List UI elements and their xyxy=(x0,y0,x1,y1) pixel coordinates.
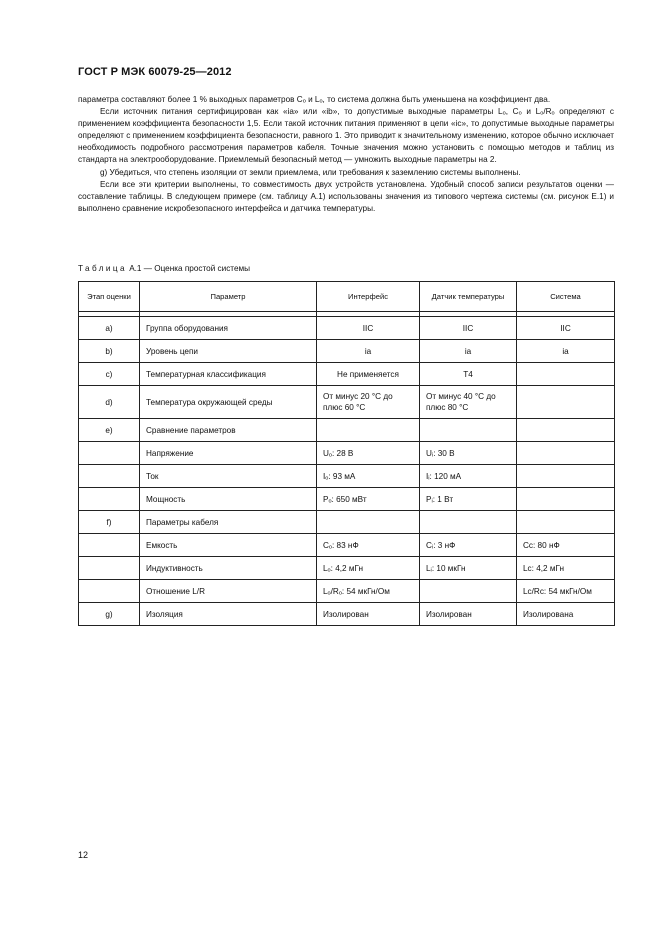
table-cell: Сравнение параметров xyxy=(140,419,317,442)
table-body xyxy=(79,317,615,626)
table-cell xyxy=(517,386,615,419)
table-cell: Температура окружающей среды xyxy=(140,386,317,419)
table-row xyxy=(79,465,615,488)
table-cell xyxy=(79,534,140,557)
table-cell: d) xyxy=(79,386,140,419)
table-cell xyxy=(79,488,140,511)
table-cell: Не применяется xyxy=(317,363,420,386)
table-cell: Lₒ: 4,2 мГн xyxy=(317,557,420,580)
table-cell: Lᵢ: 10 мкГн xyxy=(420,557,517,580)
table-row xyxy=(79,603,615,626)
table-cell: Изолирован xyxy=(420,603,517,626)
table-cell xyxy=(79,442,140,465)
table-cell: Параметры кабеля xyxy=(140,511,317,534)
table-header-row xyxy=(79,282,615,312)
table-cell: ia xyxy=(517,340,615,363)
table-cell: Группа оборудования xyxy=(140,317,317,340)
table-row xyxy=(79,511,615,534)
table-cell: От минус 20 °С до плюс 60 °С xyxy=(317,386,420,419)
table-cell xyxy=(79,580,140,603)
table-cell: Iₒ: 93 мА xyxy=(317,465,420,488)
table-row xyxy=(79,386,615,419)
table-cell: Pₒ: 650 мВт xyxy=(317,488,420,511)
table-cell: Изолирована xyxy=(517,603,615,626)
table-cell: Lc: 4,2 мГн xyxy=(517,557,615,580)
table-cell xyxy=(317,511,420,534)
table-cell xyxy=(420,419,517,442)
col-header-sensor: Датчик температуры xyxy=(420,282,517,312)
table-cell: T4 xyxy=(420,363,517,386)
table-cell: Uᵢ: 30 В xyxy=(420,442,517,465)
table-cell: g) xyxy=(79,603,140,626)
paragraph-1: параметра составляют более 1 % выходных параметров Cₒ и Lₒ, то система должна быть уменьшена на коэффициент два. xyxy=(78,95,551,104)
table-cell: Емкость xyxy=(140,534,317,557)
table-cell xyxy=(517,442,615,465)
table-cell: Cₒ: 83 нФ xyxy=(317,534,420,557)
table-caption-label: Таблица xyxy=(78,264,127,273)
table-cell: Мощность xyxy=(140,488,317,511)
table-cell xyxy=(420,511,517,534)
table-cell xyxy=(517,488,615,511)
table-cell: IIC xyxy=(317,317,420,340)
table-row xyxy=(79,557,615,580)
table-caption-title: А.1 — Оценка простой системы xyxy=(129,264,251,273)
table-cell: b) xyxy=(79,340,140,363)
table-cell: a) xyxy=(79,317,140,340)
table-cell: Напряжение xyxy=(140,442,317,465)
table-row xyxy=(79,442,615,465)
document-header: ГОСТ Р МЭК 60079-25—2012 xyxy=(78,66,232,78)
body-text xyxy=(78,94,614,215)
col-header-parameter: Параметр xyxy=(140,282,317,312)
table-cell xyxy=(79,465,140,488)
table-cell: Uₒ: 28 В xyxy=(317,442,420,465)
table-cell: Температурная классификация xyxy=(140,363,317,386)
assessment-table xyxy=(78,281,615,626)
col-header-stage: Этап оценки xyxy=(79,282,140,312)
table-cell xyxy=(79,557,140,580)
table-cell: IIC xyxy=(420,317,517,340)
table-cell: Уровень цепи xyxy=(140,340,317,363)
table-row xyxy=(79,488,615,511)
table-cell: Индуктивность xyxy=(140,557,317,580)
table-cell: Отношение L/R xyxy=(140,580,317,603)
col-header-system: Система xyxy=(517,282,615,312)
table-cell xyxy=(517,511,615,534)
table-cell: От минус 40 °С до плюс 80 °С xyxy=(420,386,517,419)
table-cell: e) xyxy=(79,419,140,442)
paragraph-4: Если все эти критерии выполнены, то совместимость двух устройств установлена. Удобный способ записи результатов оценки — составление таблицы. В следующем примере (см. таблицу А.1) использованы значения из типового чертежа системы (см. рисунок Е.1) и выполнено сравнение искробезопасного интерфейса и датчика температуры. xyxy=(78,179,614,213)
table-caption xyxy=(78,264,250,273)
table-cell: IIC xyxy=(517,317,615,340)
table-cell xyxy=(517,363,615,386)
col-header-interface: Интерфейс xyxy=(317,282,420,312)
table-cell xyxy=(317,419,420,442)
paragraph-3: g) Убедиться, что степень изоляции от земли приемлема, или требования к заземлению системы выполнены. xyxy=(100,167,521,177)
table-cell: Iᵢ: 120 мА xyxy=(420,465,517,488)
table-cell: Ток xyxy=(140,465,317,488)
table-cell: Lₒ/Rₒ: 54 мкГн/Ом xyxy=(317,580,420,603)
table-cell: ia xyxy=(317,340,420,363)
table-cell: Pᵢ: 1 Вт xyxy=(420,488,517,511)
table-row xyxy=(79,363,615,386)
table-cell: ia xyxy=(420,340,517,363)
table-cell: f) xyxy=(79,511,140,534)
table-row xyxy=(79,340,615,363)
table-row xyxy=(79,534,615,557)
table-row xyxy=(79,580,615,603)
table-cell: Lc/Rc: 54 мкГн/Ом xyxy=(517,580,615,603)
table-cell: Cᵢ: 3 нФ xyxy=(420,534,517,557)
table-cell: Изолирован xyxy=(317,603,420,626)
table-cell xyxy=(420,580,517,603)
table-cell: Cc: 80 нФ xyxy=(517,534,615,557)
paragraph-2: Если источник питания сертифицирован как «ia» или «ib», то допустимые выходные параметры Lₒ, Cₒ и Lₒ/Rₒ определяют с применением коэффициента безопасности 1,5. Если такой источник питания применяют в цепи «ic», то допустимые выходные параметры определяют с применением коэффициента безопасности, равного 1. Это приводит к значительному изменению, которое обычно исключает необходимость подробного рассмотрения параметров кабеля. Точные значения можно установить с помощью методов и таблиц из стандарта на электрооборудование. Приемлемый безопасный метод — умножить выходные параметры на 2. xyxy=(78,107,614,165)
table-cell: Изоляция xyxy=(140,603,317,626)
table-row xyxy=(79,419,615,442)
table-row xyxy=(79,317,615,340)
table-cell xyxy=(517,465,615,488)
page-number: 12 xyxy=(78,850,89,860)
table-cell xyxy=(517,419,615,442)
table-cell: c) xyxy=(79,363,140,386)
